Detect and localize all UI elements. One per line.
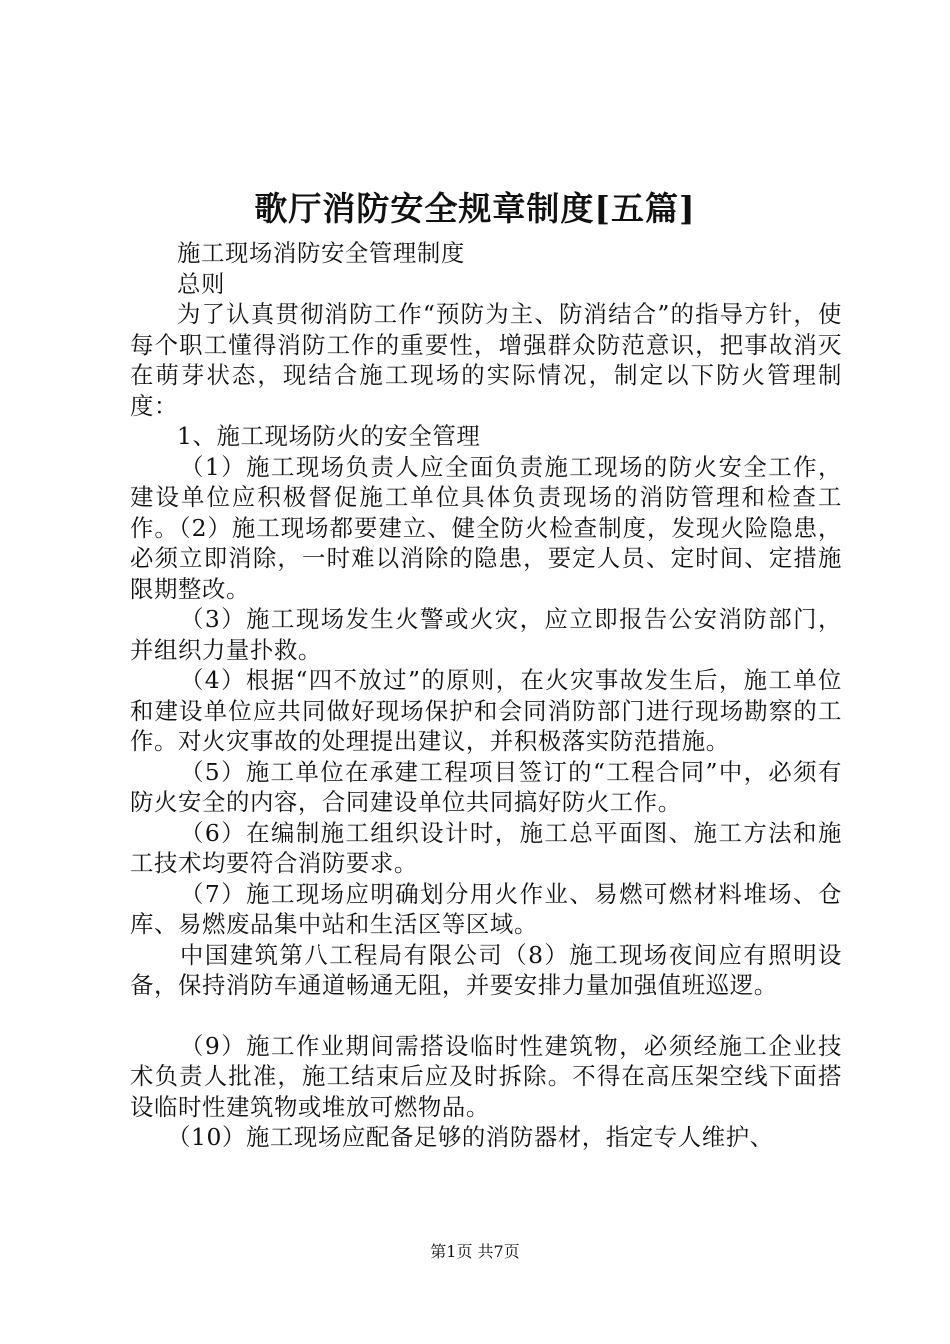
body-paragraph: （6）在编制施工组织设计时，施工总平面图、施工方法和施工技术均要符合消防要求。 [130,818,842,877]
page-number-footer: 第1页 共7页 [430,1242,520,1261]
body-paragraph: （10）施工现场应配备足够的消防器材，指定专人维护、 [167,1123,774,1151]
body-paragraph: （1）施工现场负责人应全面负责施工现场的防火安全工作，建设单位应积极督促施工单位具体负责现场的消防管理和检查工作。（2）施工现场都要建立、健全防火检查制度，发现火险隐患，必须立即消除，一时难以消除的隐患，要定人员、定时间、定措施限期整改。 [130,452,842,603]
body-paragraph: （7）施工现场应明确划分用火作业、易燃可燃材料堆场、仓库、易燃废品集中站和生活区等区域。 [130,879,842,938]
body-paragraph: 为了认真贯彻消防工作“预防为主、防消结合”的指导方针，使每个职工懂得消防工作的重要性，增强群众防范意识，把事故消灭在萌芽状态，现结合施工现场的实际情况，制定以下防火管理制度： [130,300,842,420]
body-paragraph: （5）施工单位在承建工程项目签订的“工程合同”中，必须有防火安全的内容，合同建设单位共同搞好防火工作。 [130,757,842,816]
list-heading: 1、施工现场防火的安全管理 [177,422,481,450]
body-paragraph: （9）施工作业期间需搭设临时性建筑物，必须经施工企业技术负责人批准，施工结束后应及时拆除。不得在高压架空线下面搭设临时性建筑物或堆放可燃物品。 [130,1031,842,1121]
subsection-heading: 总则 [177,269,225,298]
document-body [130,238,842,1153]
document-title: 歌厅消防安全规章制度[五篇] [254,189,696,228]
body-paragraph: （3）施工现场发生火警或火灾，应立即报告公安消防部门，并组织力量扑救。 [130,605,842,664]
body-paragraph: 中国建筑第八工程局有限公司（8）施工现场夜间应有照明设备，保持消防车通道畅通无阻，并要安排力量加强值班巡逻。 [130,940,842,999]
body-paragraph: （4）根据“四不放过”的原则，在火灾事故发生后，施工单位和建设单位应共同做好现场保护和会同消防部门进行现场勘察的工作。对火灾事故的处理提出建议，并积极落实防范措施。 [130,666,842,755]
section-heading: 施工现场消防安全管理制度 [177,239,465,267]
